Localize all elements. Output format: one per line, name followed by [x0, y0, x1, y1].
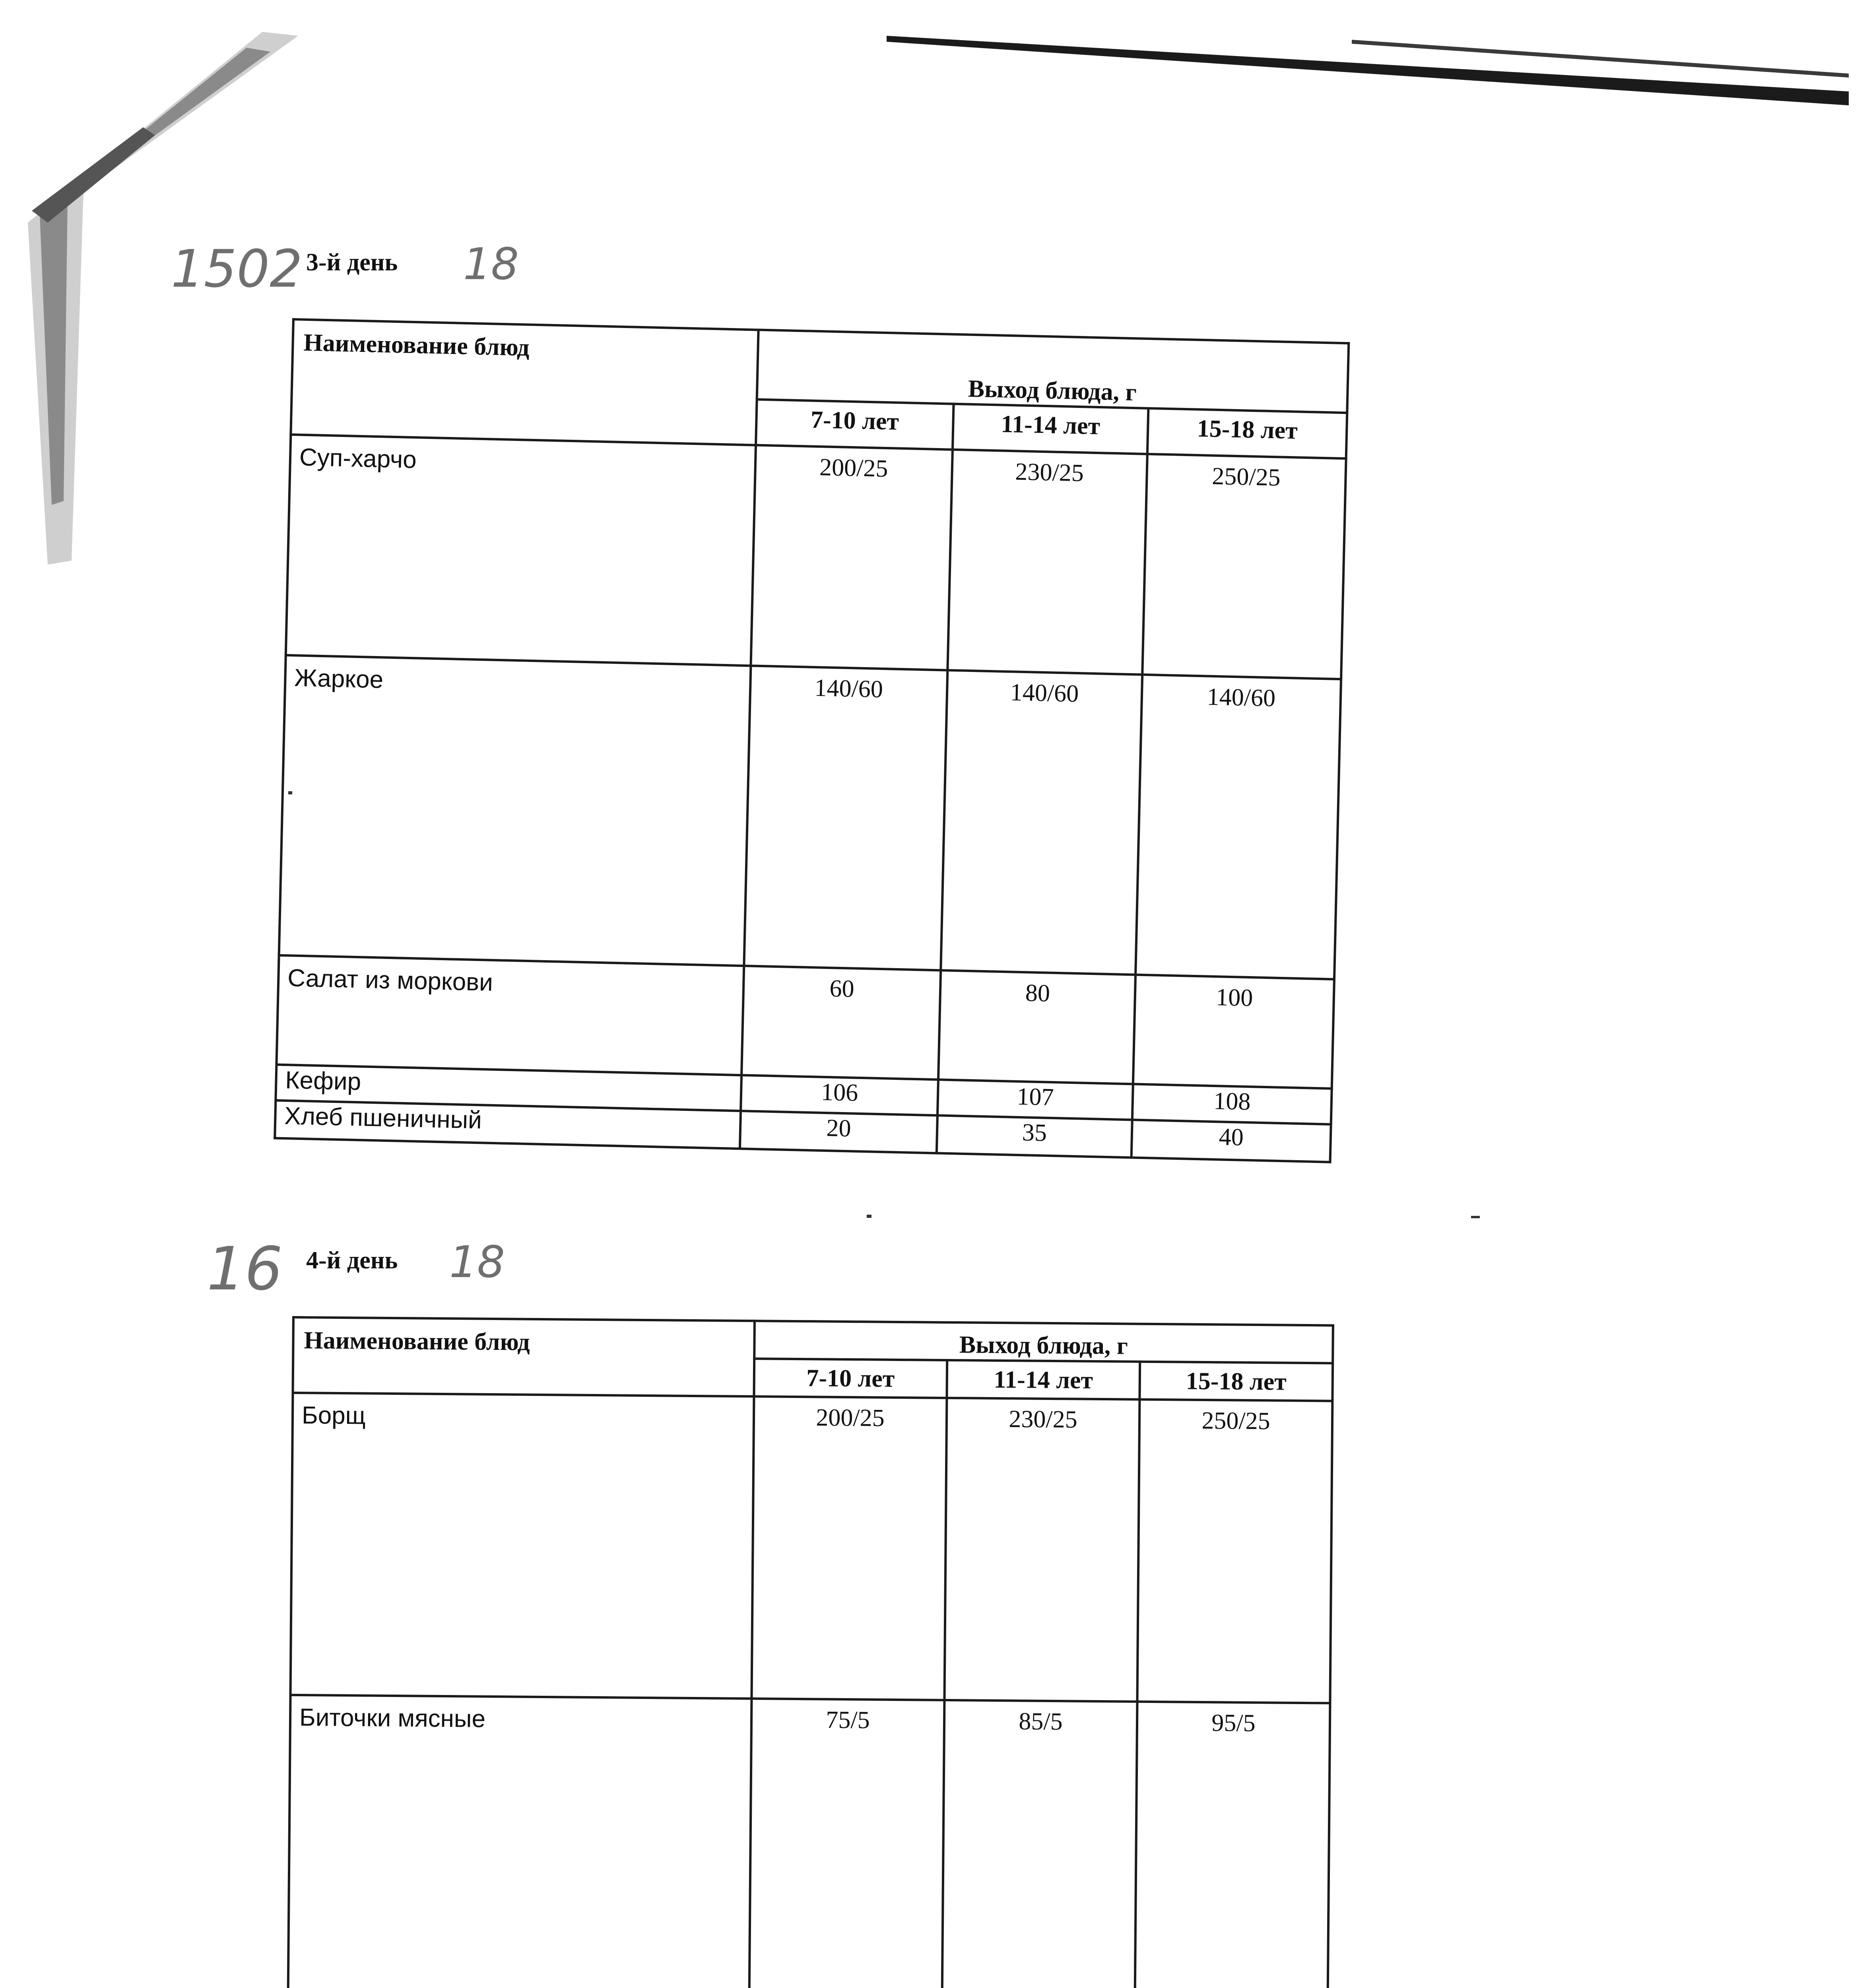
- menu-table-day4: [284, 1316, 1334, 1988]
- portion-value: 230/25: [944, 1398, 1139, 1702]
- dish-name: Жаркое: [279, 655, 751, 966]
- portion-value: 35: [937, 1115, 1132, 1157]
- dish-name: Биточки мясные: [288, 1695, 752, 1988]
- portion-value: 85/5: [942, 1700, 1137, 1988]
- portion-value: 200/25: [751, 1396, 947, 1700]
- table-row: [286, 435, 1346, 679]
- margin-note: 16: [207, 1235, 283, 1304]
- dish-name: Салат из моркови: [276, 955, 744, 1075]
- dish-name: Борщ: [291, 1393, 754, 1699]
- column-header-age: 11-14 лет: [947, 1360, 1140, 1400]
- scan-speck: [1471, 1216, 1480, 1218]
- dish-name: Кефир: [276, 1065, 741, 1111]
- column-header-name: Наименование блюд: [293, 1317, 754, 1396]
- column-header-age: 7-10 лет: [754, 1359, 947, 1398]
- column-header-group: Выход блюда, г: [754, 1321, 1333, 1363]
- menu-table-day3: [274, 318, 1350, 1163]
- scan-speck: [867, 1215, 871, 1218]
- day-title: 3-й день: [306, 249, 398, 276]
- portion-value: 108: [1132, 1084, 1332, 1124]
- column-header-age: 7-10 лет: [756, 400, 953, 450]
- table-row: [279, 655, 1341, 979]
- column-header-age: 11-14 лет: [953, 404, 1148, 454]
- page-note: 18: [449, 1237, 505, 1287]
- column-header-age: 15-18 лет: [1147, 408, 1347, 458]
- portion-value: 250/25: [1142, 454, 1346, 679]
- portion-value: 140/60: [744, 666, 947, 970]
- portion-value: 106: [741, 1075, 938, 1115]
- portion-value: 100: [1133, 975, 1334, 1089]
- portion-value: 140/60: [1135, 675, 1341, 979]
- portion-value: 75/5: [749, 1699, 945, 1988]
- column-header-name: Наименование блюд: [291, 319, 758, 445]
- portion-value: 80: [938, 970, 1135, 1084]
- table-row: [291, 1393, 1333, 1703]
- portion-value: 140/60: [941, 670, 1142, 975]
- margin-note: 1502: [171, 239, 303, 299]
- table-row: [288, 1695, 1330, 1988]
- column-header-group: Выход блюда, г: [757, 330, 1349, 413]
- portion-value: 95/5: [1135, 1702, 1330, 1988]
- dish-name: Суп-харчо: [286, 435, 756, 666]
- scan-corner-artifact: [24, 24, 302, 580]
- portion-value: 200/25: [751, 445, 952, 670]
- portion-value: 40: [1132, 1120, 1331, 1162]
- portion-value: 107: [937, 1079, 1133, 1120]
- portion-value: 250/25: [1137, 1400, 1332, 1703]
- dish-name: Хлеб пшеничный: [275, 1101, 741, 1149]
- day-title: 4-й день: [306, 1247, 398, 1274]
- portion-value: 230/25: [947, 450, 1147, 675]
- portion-value: 60: [741, 966, 941, 1079]
- portion-value: 20: [740, 1111, 937, 1153]
- column-header-age: 15-18 лет: [1139, 1362, 1333, 1401]
- page-note: 18: [463, 239, 519, 289]
- scan-speck: [288, 791, 292, 794]
